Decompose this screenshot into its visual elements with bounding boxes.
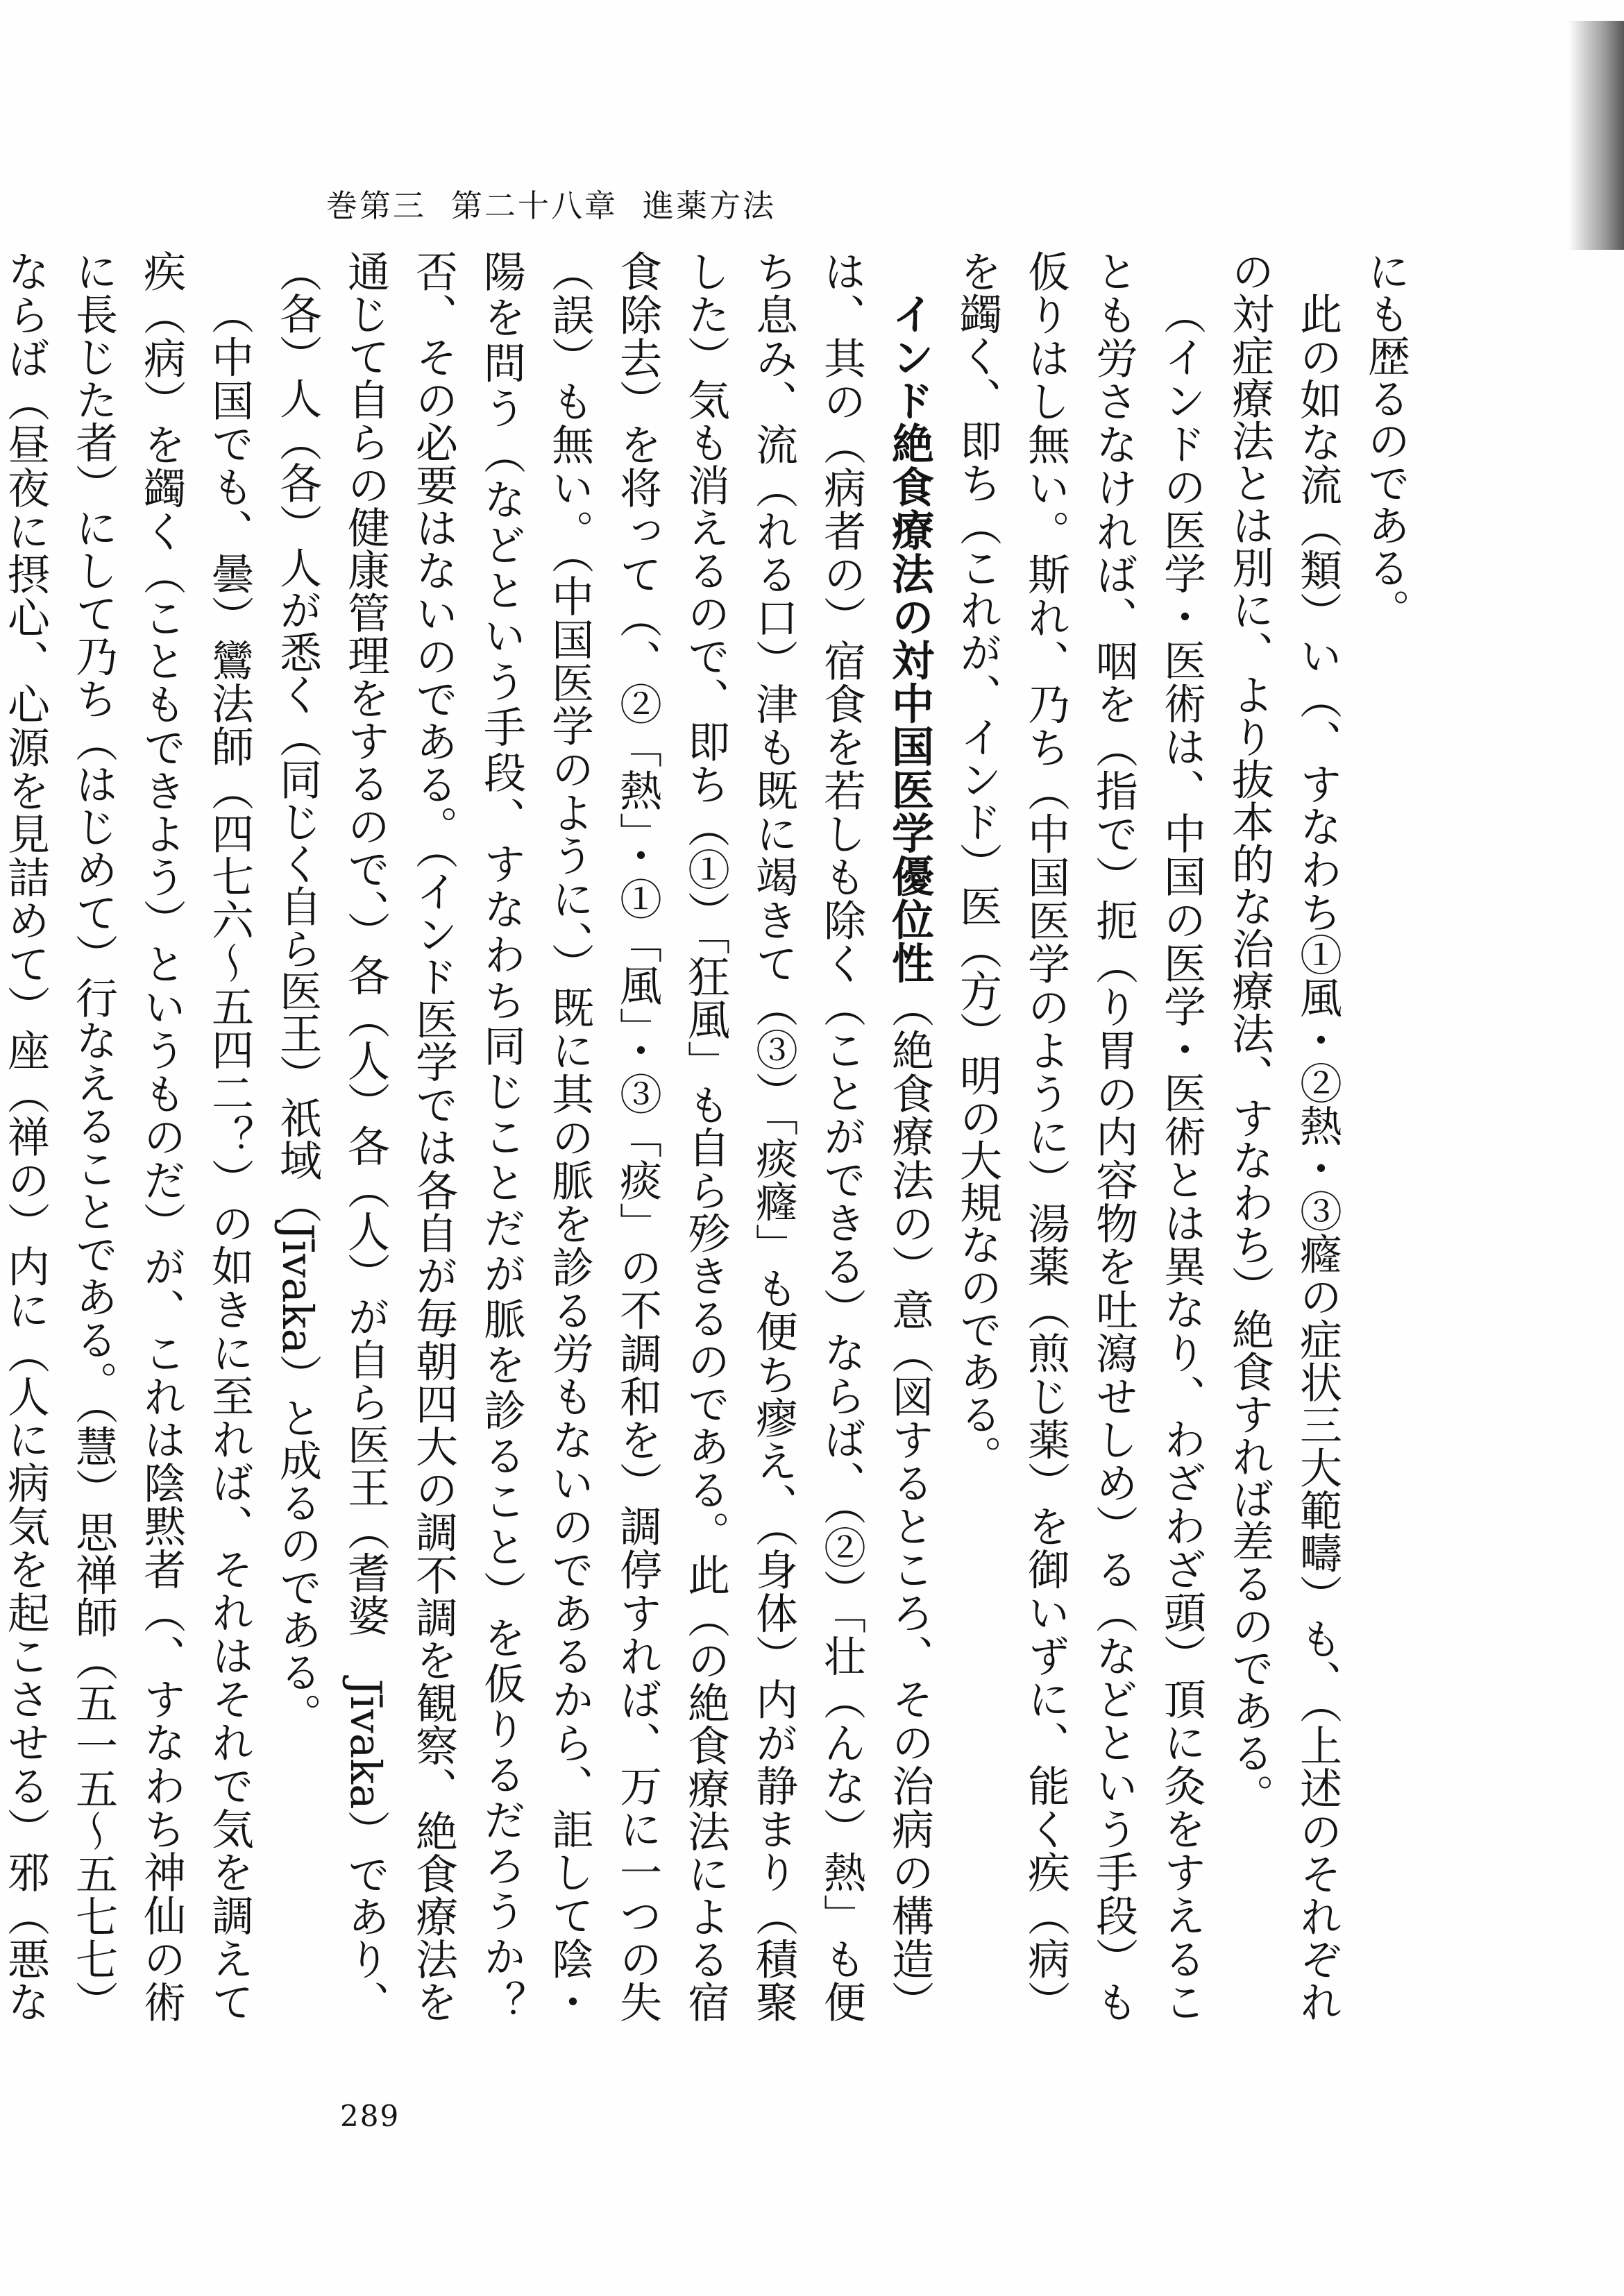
section-heading: インド絶食療法の対中国医学優位性: [885, 292, 934, 985]
section-lead-text: （絶食療法の）意（図するところ、その治病の構造）は、其の（病者の）宿食を若しも除く（ことができる）ならば、（②）「壮（んな）熱」も便ち息み、流（れる口）津も既に竭きて（③）「痰癃」も便ち瘳え、（身体）内が静まり（積聚した）気も消えるので、即ち（①）「狂風」も自ら殄きるのである。此（の絶食療法による宿食除去）を将って（、②「熱」・①「風」・③「痰」の不調和を）調停すれば、万に一つの失（誤）も無い。（中国医学のように、）既に其の脈を診る労もないのであるから、詎して陰・陽を問う（などという手段、すなわち同じことだが脈を診ること）を仮りるだろうか？ 否、その必要はないのである。（インド医学では各自が毎朝四大の調不調を観察、絶食療法を通じて自らの健康管理をするので、）各（人）各（人）が自ら医王（耆婆 Jīvaka）であり、（各）人（各）人が悉く（同じく自ら医王）祇域（Jīvaka）と成るのである。: [273, 250, 934, 2066]
paragraph: （インドの医学・医術は、中国の医学・医術とは異なり、わざわざ頭）頂に灸をすえることも労さなければ、咽を（指で）扼（り胃の内容物を吐瀉せしめ）る（などという手段）も仮りはし無い。斯れ、乃ち（中国医学のように）湯薬（煎じ薬）を御いずに、能く疾（病）を蠲く、即ち（これが、インド）医（方）明の大規なのである。: [953, 250, 1206, 2023]
running-head-title: 進薬方法: [643, 187, 777, 224]
paragraph: 此の如な流（類）い（、すなわち①風・②熱・③癃の症状三大範疇）も、（上述のそれぞれの対症療法とは別に、より抜本的な治療法、すなわち）絶食すれば差るのである。: [1225, 250, 1342, 2023]
running-head-volume: 巻第三: [326, 187, 427, 224]
paragraph: （中国でも、曇）鸞法師（四七六〜五四二？）の如きに至れば、それはそれで気を調えて疾（病）を蠲く（こともできよう）というものだ）が、これは陰黙者（、すなわち神仙の術に長じた者）にして乃ち（はじめて）行なえることである。（慧）思禅師（五一五〜五七七）ならば（昼夜に摂心、心源を見詰めて）座（禅の）内に（人に病気を起こさせる）邪（悪な: [1, 250, 254, 2023]
body-text: [1, 250, 1419, 2066]
scan-edge-shadow: [1568, 21, 1624, 250]
section-paragraph: [263, 250, 943, 2066]
running-head-chapter: 第二十八章: [451, 187, 618, 224]
running-head: [326, 180, 801, 226]
page-number: 289: [340, 2099, 400, 2133]
paragraph-continuation: にも歴るのである。: [1361, 250, 1410, 631]
